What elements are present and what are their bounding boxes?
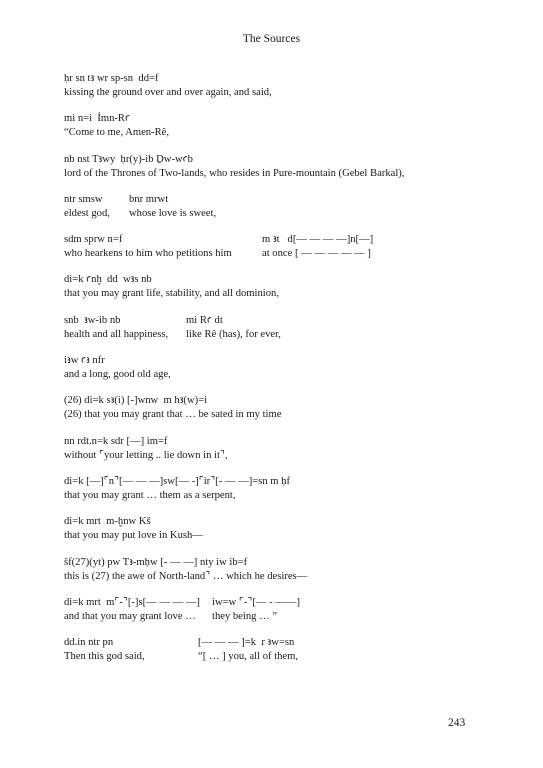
passage-block — [64, 354, 484, 382]
translation-line-col2: they being … ” — [212, 610, 278, 622]
transliteration-line — [64, 354, 484, 368]
transliteration-line-col2: iw=w ⌜-⌝[— - ——] — [212, 596, 300, 608]
transliteration-line-text: sdm sprw n=f — [64, 234, 123, 246]
transliteration-line-text: di=k [—]⌜n⌝[— — —]sw[— -]⌜ir⌝[- — —]=sn m ḥf — [64, 475, 290, 487]
transliteration-line — [64, 636, 484, 650]
translation-line-text: who hearkens to him who petitions him — [64, 248, 232, 260]
transliteration-line-col2: mi Rꜥ dt — [186, 314, 223, 326]
transliteration-line — [64, 556, 484, 570]
translation-line — [64, 408, 484, 422]
transliteration-line-text: di=k ꜥnḫ dd wꜣs nb — [64, 274, 152, 286]
transliteration-line-col2: bnr mrwt — [129, 193, 169, 205]
translation-line — [64, 126, 484, 140]
translation-line-text: Then this god said, — [64, 651, 145, 663]
translation-line-text: and that you may grant love … — [64, 610, 196, 622]
translation-line — [64, 207, 484, 221]
transliteration-line — [64, 153, 484, 167]
transliteration-line-text: snb ꜣw-ib nb — [64, 314, 121, 326]
translation-line — [64, 489, 484, 503]
translation-line-text: kissing the ground over and over again, and said, — [64, 87, 272, 98]
passage-block — [64, 314, 484, 342]
passage-block — [64, 233, 484, 261]
passage-block — [64, 72, 484, 100]
translation-line-text: health and all happiness, — [64, 328, 169, 340]
passage-block — [64, 636, 484, 664]
translation-line — [64, 650, 484, 664]
passage-block — [64, 394, 484, 422]
translation-line-text: without ⌜your letting .. lie down in it⌝, — [64, 449, 228, 461]
transliteration-line — [64, 72, 484, 86]
translation-line-text: that you may put love in Kush— — [64, 530, 203, 542]
transliteration-line — [64, 112, 484, 126]
transliteration-line-text: ntr smsw — [64, 193, 103, 205]
transliteration-line — [64, 475, 484, 489]
translation-line-text: this is (27) the awe of North-land⌝ … which he desires— — [64, 570, 308, 582]
transliteration-line-text: dd.in ntr pn — [64, 637, 114, 649]
translation-line — [64, 570, 484, 584]
passage-block — [64, 556, 484, 584]
transliteration-line — [64, 314, 484, 328]
passage-block — [64, 475, 484, 503]
translation-line — [64, 86, 484, 100]
passage-block — [64, 515, 484, 543]
translation-line-text: and a long, good old age, — [64, 369, 171, 381]
translation-line — [64, 328, 484, 342]
translation-line-col2: at once [ — — — — — ] — [262, 248, 371, 260]
translation-line-col2: “[ … ] you, all of them, — [198, 651, 299, 663]
passage-block — [64, 596, 484, 624]
transliteration-line-col2: [— — — ]=k r ꜣw=sn — [198, 637, 295, 649]
passage-block — [64, 153, 484, 181]
transliteration-line-col2: m ꜣt d[— — — —]n[—] — [262, 234, 374, 246]
translation-line-text: that you may grant life, stability, and all dominion, — [64, 288, 279, 300]
translation-line-col2: whose love is sweet, — [129, 207, 217, 219]
text-body — [64, 72, 484, 664]
translation-line — [64, 610, 484, 624]
transliteration-line-text: šf(27)(yt) pw Tꜣ-mḥw [- — —] nty iw ib=f — [64, 556, 248, 568]
translation-line — [64, 368, 484, 382]
transliteration-line — [64, 596, 484, 610]
translation-line-text: lord of the Thrones of Two-lands, who resides in Pure-mountain (Gebel Barkal), — [64, 167, 405, 179]
translation-line-text: “Come to me, Amen-Rê, — [64, 127, 170, 139]
transliteration-line-text: di=k mrt m⌜-⌝[-]s[— — — —] — [64, 596, 200, 608]
translation-line — [64, 247, 484, 261]
transliteration-line — [64, 233, 484, 247]
translation-line — [64, 287, 484, 301]
passage-block — [64, 193, 484, 221]
transliteration-line — [64, 394, 484, 408]
transliteration-line-text: nb nst Tꜣwy ḥr(y)-ib Ḏw-wꜥb — [64, 153, 193, 165]
translation-line — [64, 529, 484, 543]
passage-block — [64, 112, 484, 140]
translation-line — [64, 167, 484, 181]
transliteration-line — [64, 273, 484, 287]
transliteration-line-text: mi n=i Ỉmn-Rꜥ — [64, 113, 130, 125]
translation-line-text: that you may grant … them as a serpent, — [64, 489, 236, 501]
passage-block — [64, 273, 484, 301]
passage-block — [64, 435, 484, 463]
translation-line — [64, 449, 484, 463]
transliteration-line-text: iꜣw ꜥꜣ nfr — [64, 355, 105, 367]
transliteration-line — [64, 515, 484, 529]
transliteration-line-text: nn rdt.n=k sdr [—] im=f — [64, 435, 168, 447]
transliteration-line-text: (26) di=k sꜣ(i) [-]wnw m hꜣ(w)=i — [64, 395, 208, 407]
translation-line-text: eldest god, — [64, 207, 110, 219]
transliteration-line-text: ḥr sn tꜣ wr sp-sn dd=f — [64, 73, 159, 84]
transliteration-line — [64, 193, 484, 207]
transliteration-line — [64, 435, 484, 449]
running-header: The Sources — [242, 33, 301, 45]
translation-line-col2: like Rê (has), for ever, — [186, 328, 281, 340]
transliteration-line-text: di=k mrt m-ḫnw Kš — [64, 516, 151, 528]
page-number: 243 — [448, 717, 466, 729]
translation-line-text: (26) that you may grant that … be sated in my time — [64, 409, 282, 421]
